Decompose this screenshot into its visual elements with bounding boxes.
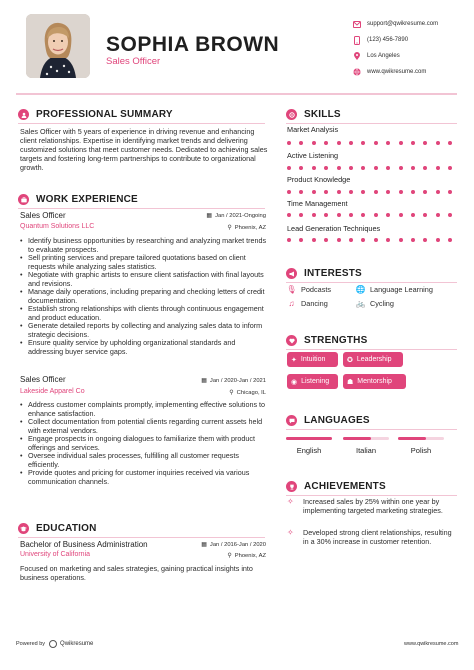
list-item: • Manage daily operations, including preparing and checking letters of credit documentation. [20,288,270,305]
language-level-fill [343,437,371,440]
list-item: • Provide quotes and pricing for customer inquiries received via various communication channels. [20,469,270,486]
section-summary-header: PROFESSIONAL SUMMARY [18,109,173,120]
section-interests-header: INTERESTS [286,268,362,279]
megaphone-icon [286,268,297,279]
footer-site-link[interactable]: www.qwikresume.com [404,641,459,647]
list-item: • Address customer complaints promptly, implementing effective solutions to enhance satisfaction. [20,401,270,418]
job-location: ⚲ Chicago, IL [229,390,266,396]
briefcase-icon [18,194,29,205]
list-item: • Establish strong relationships with clients through continuous engagement and product education. [20,305,270,322]
leadership-icon: ✪ [347,356,353,364]
summary-divider [18,123,265,124]
achievement-item: ✧ Increased sales by 25% within one year by implementing targeted marketing strategies. [287,497,443,515]
skills-icon [286,109,297,120]
language-level-fill [398,437,426,440]
job-bullets [20,237,270,356]
podcast-icon: 🎙 [286,285,297,294]
skill-name: Product Knowledge [287,175,351,184]
strength-tag: ◉ Listening [287,374,338,389]
job-company: Lakeside Apparel Co [20,388,85,395]
mentorship-icon: ☗ [347,378,354,386]
strength-tag: ✦ Intuition [287,352,338,367]
calendar-icon: ▦ [201,542,207,548]
strengths-divider [286,349,457,350]
pin-icon: ⚲ [229,390,234,396]
interest-item: ♫ Dancing [288,299,328,308]
summary-text: Sales Officer with 5 years of experience in driving revenue and enhancing client relationships. Expertise in identifying market trends and delivering customized solutions that meet customer needs. Dedicated to achieving sales targets and fostering long-term partnerships to contribute to organizational growth. [20,127,268,172]
email-icon [352,20,361,29]
contact-list [352,16,438,80]
dance-icon: ♫ [288,299,295,308]
achievement-item: ✧ Developed strong client relationships, resulting in a 30% increase in customer retention. [287,528,452,546]
language-name: Italian [355,446,376,455]
profile-photo [26,14,90,78]
skills-divider [286,123,457,124]
listening-icon: ◉ [291,378,298,386]
list-item: • Sell printing services and prepare tailored quotations based on client requests while analyzing sales statistics. [20,254,270,271]
skill-rating [287,190,460,194]
section-languages-header: LANGUAGES [286,415,370,426]
contact-email[interactable]: support@qwikresume.com [352,16,438,32]
list-item: • Oversee individual sales processes, fulfilling all customer requests efficiently. [20,452,270,469]
education-text: Focused on marketing and sales strategies, gaining practical insights into business operations. [20,564,253,582]
skill-name: Market Analysis [287,125,339,134]
experience-divider [18,208,265,209]
skill-rating [287,141,460,145]
skill-name: Active Listening [287,151,339,160]
language-name: English [296,446,322,455]
languages-divider [286,429,457,430]
achievements-divider [286,495,457,496]
interests-divider [286,282,457,283]
interest-item: 🚲 Cycling [355,299,394,308]
school: University of California [20,551,91,558]
cycling-icon: 🚲 [355,299,366,308]
languages-icon [286,415,297,426]
list-item: • Negotiate with graphic artists to ensure client satisfaction with final layouts and revisions. [20,271,270,288]
trophy-icon [286,481,297,492]
list-item: • Ensure quality service by upholding organizational standards and addressing buyer service gaps. [20,339,270,356]
education-divider [18,537,265,538]
interest-item: 🌐 Language Learning [355,285,433,294]
intuition-icon: ✦ [291,356,297,364]
language-level-bar [398,437,444,440]
interest-item: 🎙 Podcasts [286,285,332,294]
language-name: Polish [410,446,432,455]
sparkle-icon: ✧ [287,528,294,537]
skill-name: Time Management [287,199,348,208]
strength-tag: ☗ Mentorship [343,374,406,389]
section-skills-header: SKILLS [286,109,341,120]
job-title: Sales Officer [20,211,66,220]
list-item: • Identify business opportunities by researching and analyzing market trends to evaluate prospects. [20,237,270,254]
job-location: ⚲ Phoenix, AZ [227,225,266,231]
section-experience-header: WORK EXPERIENCE [18,194,138,205]
strength-icon [286,335,297,346]
section-strengths-header: STRENGTHS [286,335,367,346]
contact-website[interactable]: www.qwikresume.com [352,64,438,80]
section-education-header: EDUCATION [18,523,97,534]
language-level-bar [343,437,389,440]
footer-brand-link[interactable]: Qwikresume [60,641,94,647]
footer-powered-by: Powered by Qwikresume [16,641,94,647]
graduation-cap-icon [18,523,29,534]
job-title: Sales Officer [20,375,66,384]
language-level-fill [286,437,332,440]
pin-icon: ⚲ [227,553,232,559]
contact-location: Los Angeles [352,48,438,64]
degree: Bachelor of Business Administration [20,540,148,549]
sparkle-icon: ✧ [287,497,294,506]
skill-rating [287,213,460,217]
qwikresume-logo-icon [49,640,57,648]
skill-rating [287,238,460,242]
language-level-bar [286,437,332,440]
job-dates: ▦ Jan / 2021-Ongoing [206,213,266,219]
location-icon [352,52,361,61]
contact-phone[interactable]: (123) 456-7890 [352,32,438,48]
calendar-icon: ▦ [206,213,213,219]
header-divider [16,93,457,95]
job-company: Quantum Solutions LLC [20,223,95,230]
list-item: • Collect documentation from potential clients regarding current assets held with external vendors. [20,418,270,435]
education-dates: ▦ Jan / 2016-Jan / 2020 [201,542,266,548]
candidate-name: SOPHIA BROWN [106,33,280,56]
strength-tag: ✪ Leadership [343,352,403,367]
section-achievements-header: ACHIEVEMENTS [286,481,386,492]
candidate-title: Sales Officer [106,56,161,67]
job-dates: ▦ Jan / 2020-Jan / 2021 [201,378,266,384]
education-location: ⚲ Phoenix, AZ [227,553,266,559]
calendar-icon: ▦ [201,378,207,384]
pin-icon: ⚲ [227,225,232,231]
phone-icon [352,36,361,45]
list-item: • Generate detailed reports by collecting and analyzing sales data to inform strategic decisions. [20,322,270,339]
summary-icon [18,109,29,120]
job-bullets [20,401,270,486]
language-icon: 🌐 [355,285,366,294]
skill-name: Lead Generation Techniques [287,224,381,233]
skill-rating [287,166,460,170]
list-item: • Engage prospects in ongoing dialogues to familiarize them with product offerings and services. [20,435,270,452]
website-icon [352,68,361,77]
